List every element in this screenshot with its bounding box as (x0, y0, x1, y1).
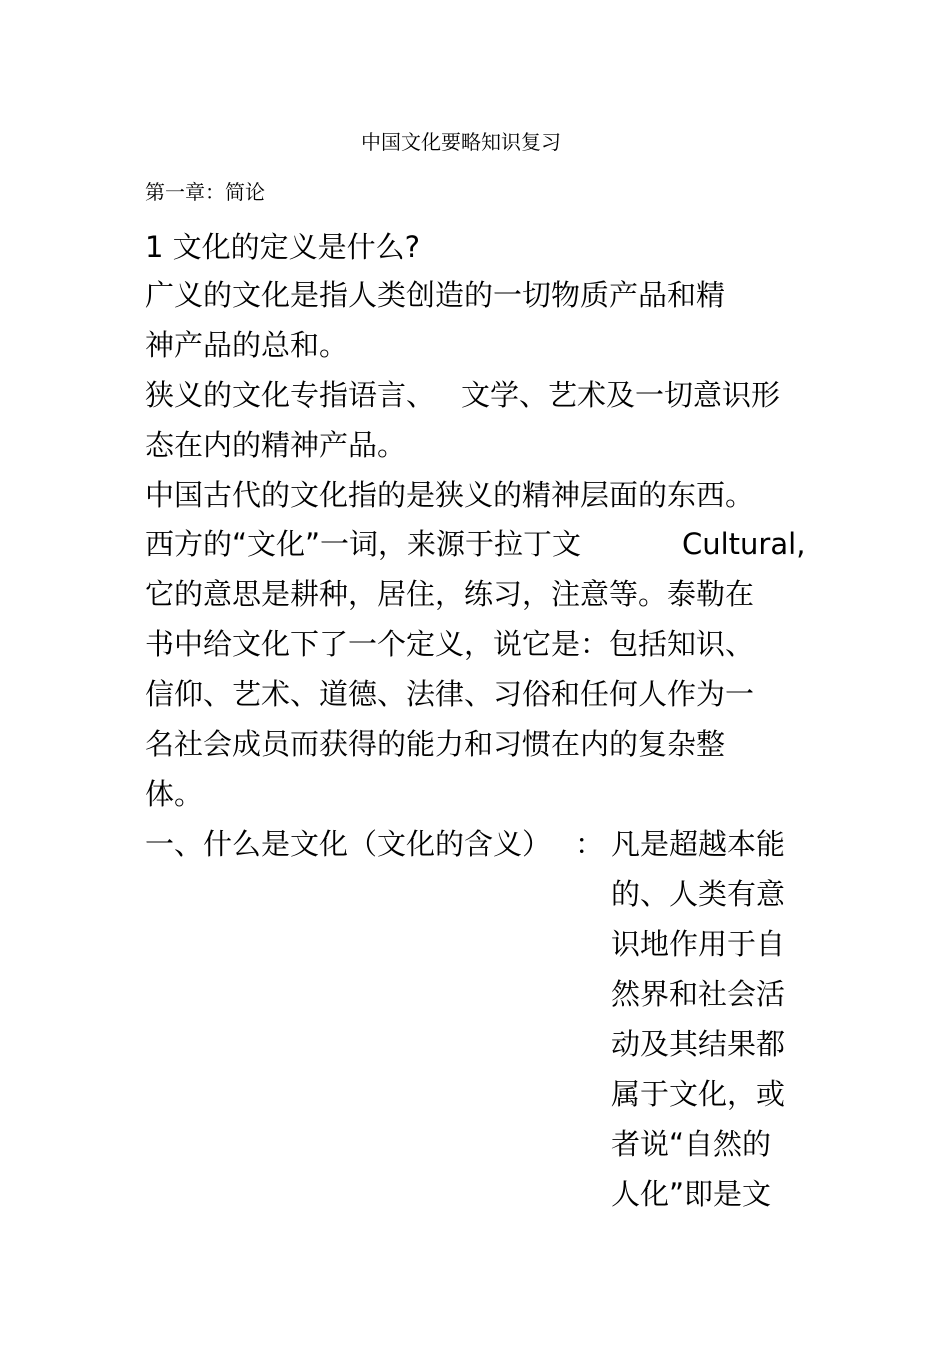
question-heading: 1 文化的定义是什么? (145, 230, 421, 264)
definition-line: 人化”即是文 (611, 1177, 772, 1211)
paragraph-line: 体。 (145, 777, 204, 811)
paragraph-line: 信仰、艺术、道德、法律、习俗和任何人作为一 (145, 677, 755, 711)
paragraph-line: 书中给文化下了一个定义，说它是：包括知识、 (145, 627, 755, 661)
text-segment: 西方的“文化”一词，来源于拉丁文 (145, 527, 582, 561)
colon: ： (575, 827, 605, 861)
latin-word: Cultural, (682, 527, 806, 561)
definition-line: 识地作用于自 (611, 927, 786, 961)
document-title: 中国文化要略知识复习 (361, 130, 561, 154)
paragraph-line: 神产品的总和。 (145, 328, 349, 362)
chapter-heading: 第一章：简论 (145, 180, 265, 204)
definition-line: 凡是超越本能 (611, 827, 786, 861)
definition-line: 属于文化，或 (611, 1077, 786, 1111)
paragraph-line: 名社会成员而获得的能力和习惯在内的复杂整 (145, 727, 726, 761)
paragraph-line: 广义的文化是指人类创造的一切物质产品和精 (145, 278, 726, 312)
paragraph-line (145, 526, 805, 562)
paragraph-line: 态在内的精神产品。 (145, 428, 407, 462)
paragraph-line: 中国古代的文化指的是狭义的精神层面的东西。 (145, 478, 755, 512)
paragraph-line: 它的意思是耕种，居住，练习，注意等。泰勒在 (145, 577, 755, 611)
definition-line: 者说“自然的 (611, 1127, 772, 1161)
text-segment: 文学、艺术及一切意识形 (461, 378, 781, 412)
paragraph-line (145, 377, 795, 413)
definition-line: 然界和社会活 (611, 977, 786, 1011)
definition-line: 的、人类有意 (611, 877, 786, 911)
text-segment: 狭义的文化专指语言、 (145, 378, 436, 412)
section-heading: 一、什么是文化（文化的含义） (145, 827, 552, 861)
definition-line: 动及其结果都 (611, 1027, 786, 1061)
